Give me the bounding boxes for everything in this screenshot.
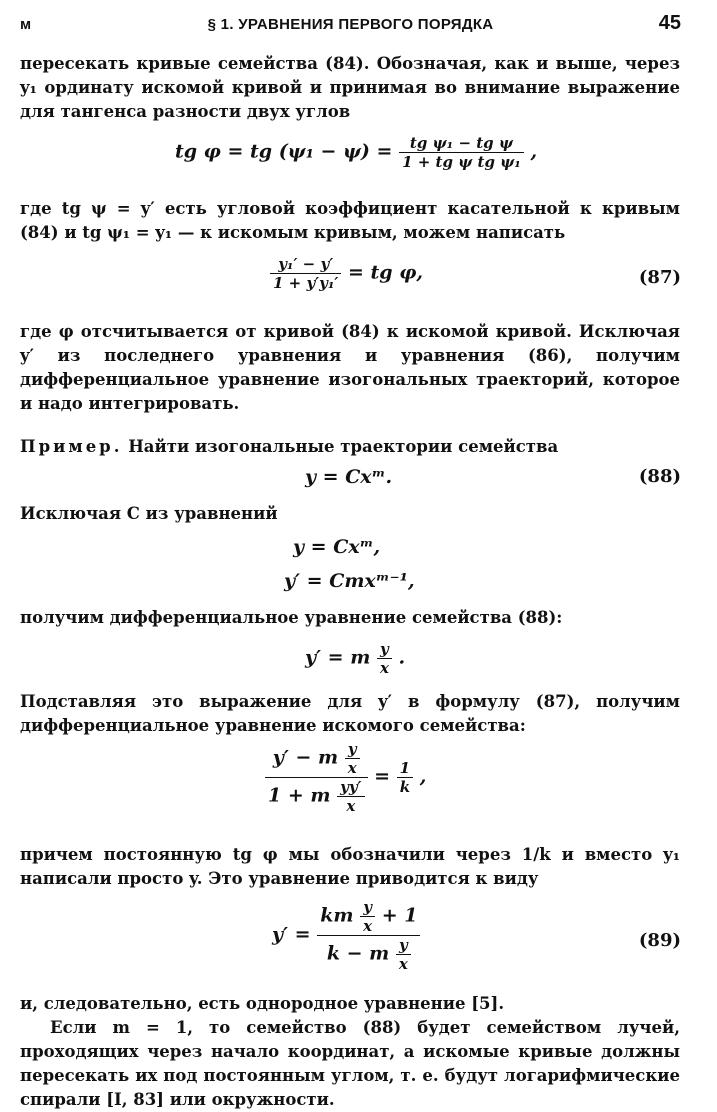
eq89-top-fraction [360, 898, 375, 935]
eq89-top-den: x [363, 917, 373, 935]
equation-tangent-difference [0, 134, 717, 184]
eq-tan-fraction [399, 134, 524, 171]
eq-big-rhs-fraction [397, 759, 413, 796]
eq-tan-tail: , [530, 140, 538, 163]
eq-big-bot-num: yy′ [337, 778, 364, 797]
eq-diff-numerator: y [377, 640, 392, 659]
eq-big-numerator [265, 740, 368, 778]
paragraph-10: Если m = 1, то семейство (88) будет семейством лучей, проходящих через начало координат, а искомые кривые должны пересекать их под постоянным углом, т. е. будут логарифмические спирали [I, 83] или окружности. [20, 1018, 680, 1109]
paragraph-5: Исключая C из уравнений [20, 504, 278, 523]
eq87-fraction [270, 255, 341, 292]
eq89-bot-fraction [396, 936, 411, 973]
eq-big-rhs-num: 1 [397, 759, 413, 778]
eq89-top-num: y [360, 898, 375, 917]
paragraph-example [20, 435, 680, 459]
eq-system-line-1: y = Cxᵐ, [293, 536, 381, 558]
equation-family-diff [0, 640, 717, 690]
eq-big-rhs-den: k [399, 778, 411, 796]
paragraph-7: Подставляя это выражение для y′ в формулу (87), получим дифференциальное уравнение искомого семейства: [20, 692, 680, 735]
eq89-numerator [317, 898, 420, 936]
eq-system-line-2: y′ = Cmxᵐ⁻¹, [284, 570, 415, 592]
eq87-numerator: y₁′ − y′ [270, 255, 341, 274]
eq-tan-denominator: 1 + tg ψ tg ψ₁ [402, 153, 521, 171]
page-marker-left: м [20, 16, 32, 33]
eq89-label: (89) [638, 930, 681, 951]
eq-diff-lhs: y′ = m [305, 646, 371, 669]
eq-big-bot-lhs: 1 + m [268, 784, 331, 807]
example-text: Найти изогональные траектории семейства [128, 437, 559, 456]
eq-big-top-lhs: y′ − m [272, 746, 339, 769]
equation-system-2 [0, 570, 717, 598]
eq-big-bot-fraction [337, 778, 364, 815]
eq87-label: (87) [638, 267, 681, 288]
eq-diff-tail: . [398, 646, 406, 669]
eq89-bot-lhs: k − m [326, 942, 390, 965]
eq-diff-fraction [377, 640, 392, 677]
eq89-top-tail: + 1 [381, 904, 418, 927]
equation-isogonal [0, 740, 717, 830]
equation-system-1 [0, 536, 717, 564]
eq-big-fraction [265, 740, 368, 815]
paragraph-6: получим дифференциальное уравнение семейства (88): [20, 608, 563, 627]
paragraph-2: где tg ψ = y′ есть угловой коэффициент касательной к кривым (84) и tg ψ₁ = y₁ — к искомым кривым, можем написать [20, 199, 680, 242]
eq89-fraction [317, 898, 420, 973]
equation-87 [0, 255, 717, 305]
eq89-bot-den: x [398, 955, 408, 973]
eq-tan-numerator: tg ψ₁ − tg ψ [399, 134, 524, 153]
equation-89 [0, 898, 717, 988]
paragraph-1: пересекать кривые семейства (84). Обозначая, как и выше, через y₁ ординату искомой кривой и принимая во внимание выражение для тангенса разности двух углов [20, 54, 680, 121]
running-header [20, 12, 681, 38]
eq-big-denominator [265, 778, 368, 815]
page-number: 45 [658, 12, 681, 34]
eq-big-top-den: x [347, 759, 357, 777]
eq87-denominator: 1 + y′y₁′ [273, 274, 339, 292]
equation-88 [0, 466, 717, 494]
eq89-lhs: y′ = [272, 923, 311, 946]
eq88-body: y = Cxᵐ. [305, 466, 393, 488]
eq88-label: (88) [638, 466, 681, 487]
eq-tan-lhs: tg φ = tg (ψ₁ − ψ) = [175, 140, 393, 163]
example-label: Пример. [20, 437, 123, 456]
paragraph-9: и, следовательно, есть однородное уравнение [5]. [20, 994, 505, 1013]
paragraph-3: где φ отсчитывается от кривой (84) к искомой кривой. Исключая y′ из последнего уравнения и уравнения (86), получим дифференциальное уравнение изогональных траекторий, которое и надо интегрировать. [20, 322, 680, 413]
eq-big-bot-den: x [346, 797, 356, 815]
eq-big-equals: = [374, 765, 391, 788]
eq-big-top-fraction [345, 740, 360, 777]
eq-big-top-num: y [345, 740, 360, 759]
eq-big-tail: , [419, 765, 427, 788]
eq87-rhs: = tg φ, [348, 261, 424, 284]
eq89-denominator [317, 936, 420, 973]
eq89-top-lhs: km [320, 904, 354, 927]
eq89-bot-num: y [396, 936, 411, 955]
section-title: § 1. УРАВНЕНИЯ ПЕРВОГО ПОРЯДКА [207, 16, 494, 33]
eq-diff-denominator: x [379, 659, 389, 677]
paragraph-8: причем постоянную tg φ мы обозначили через 1/k и вместо y₁ написали просто y. Это уравнение приводится к виду [20, 845, 680, 888]
